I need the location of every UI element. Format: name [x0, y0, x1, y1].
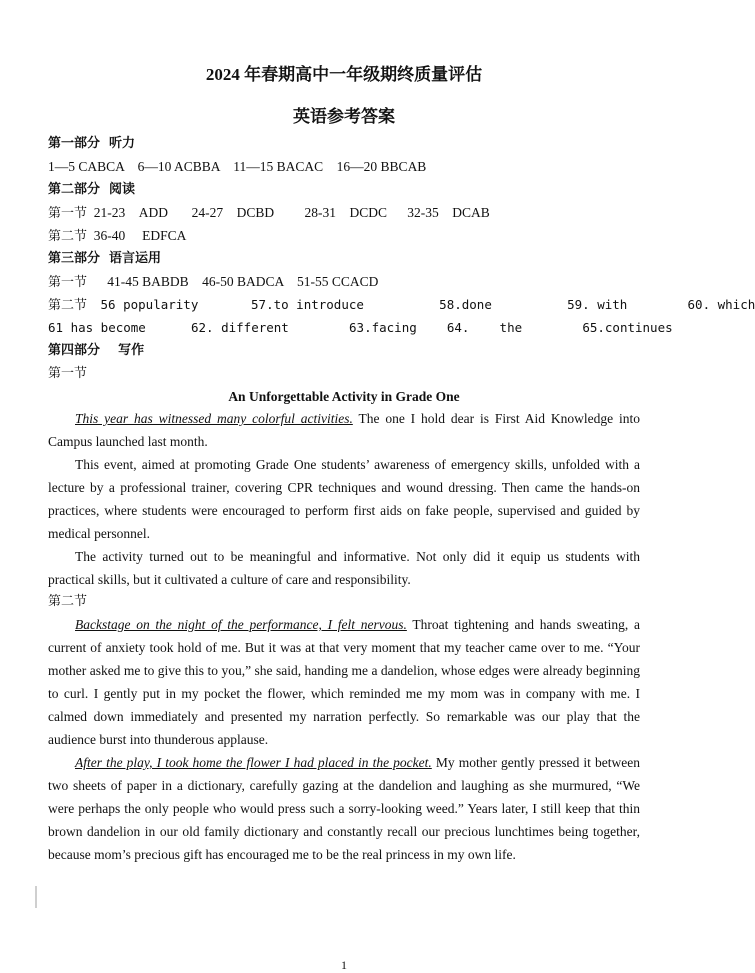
essay2-paragraph-2-rest: My mother gently pressed it between two sheets of paper in a dictionary, carefully gazing at the dandelion and laughing as she murmured, “We were perhaps the only people who would press such a sorry-looking weed.” Years later, I still keep that thin brown dandelion in our old family dictionary and constantly recall our precious lunchtimes being together, because mom’s precious gift has encouraged me to be the real princess in my own life. [48, 755, 640, 862]
part3-section2-label: 第二节 [48, 298, 88, 313]
essay2-opening-sentence: Backstage on the night of the performance, I felt nervous. [75, 617, 407, 632]
essay2-paragraph-2 [48, 751, 640, 866]
part3-section2-line1: 56 popularity 57.to introduce 58.done 59. with 60. which [100, 297, 755, 312]
margin-mark [35, 886, 37, 908]
part2-section2-answers: 36-40 EDFCA [93, 228, 187, 243]
part4-section1-label: 第一节 [48, 366, 88, 381]
essay1-paragraph-1-rest: The one I hold dear is First Aid Knowledge into Campus launched last month. [48, 411, 640, 449]
part3-section1-answers: 41-45 BABDB 46-50 BADCA 51-55 CCACD [107, 274, 379, 289]
essay1-topic-sentence: This year has witnessed many colorful activities. [75, 411, 353, 426]
document-title: 2024 年春期高中一年级期终质量评估 [205, 65, 483, 84]
part2-section2 [48, 228, 186, 245]
part1-heading: 第一部分 听力 [48, 136, 136, 151]
part3-section2-line2: 61 has become 62. different 63.facing 64. the 65.continues [48, 320, 673, 335]
part3-section2 [48, 297, 755, 314]
part4-heading: 第四部分 写作 [48, 343, 145, 358]
page-number: 1 [341, 958, 347, 972]
part3-section1-label: 第一节 [48, 275, 88, 290]
part3-section1 [48, 274, 378, 291]
part2-section1-label: 第一节 [48, 206, 88, 221]
document-subtitle: 英语参考答案 [293, 107, 395, 126]
part1-answers: 1—5 CABCA 6—10 ACBBA 11—15 BACAC 16—20 BBCAB [48, 159, 427, 174]
essay2-paragraph-1 [48, 613, 640, 751]
part2-section1 [48, 205, 490, 222]
essay1-paragraph-1 [48, 407, 640, 453]
part2-heading: 第二部分 阅读 [48, 182, 136, 197]
essay2-paragraph-1-rest: Throat tightening and hands sweating, a current of anxiety took hold of me. But it was at that very moment that my teacher came over to me. “Your mother asked me to give this to you,” she said, handing me a dandelion, whose edges were already beginning to curl. I gently put in my pocket the flower, which reminded me my mom was in company with me. I calmed down immediately and presented my narration perfectly. So remarkable was our play that the audience burst into thunderous applause. [48, 617, 640, 747]
part3-heading: 第三部分 语言运用 [48, 251, 162, 266]
essay1-paragraph-3: The activity turned out to be meaningful and informative. Not only did it equip us students with practical skills, but it cultivated a culture of care and responsibility. [48, 549, 640, 587]
essay2-second-opening-sentence: After the play, I took home the flower I had placed in the pocket. [75, 755, 432, 770]
part2-section2-label: 第二节 [48, 229, 88, 244]
part2-section1-answers: 21-23 ADD 24-27 DCBD 28-31 DCDC 32-35 DCAB [93, 205, 490, 220]
essay-title: An Unforgettable Activity in Grade One [228, 389, 460, 404]
essay1-paragraph-2: This event, aimed at promoting Grade One students’ awareness of emergency skills, unfolded with a lecture by a professional trainer, covering CPR techniques and wound dressing. Then came the hands-on practices, where students were encouraged to perform first aids on fake people, supervised and guided by medical personnel. [48, 457, 640, 541]
part4-section2-label: 第二节 [48, 594, 88, 609]
